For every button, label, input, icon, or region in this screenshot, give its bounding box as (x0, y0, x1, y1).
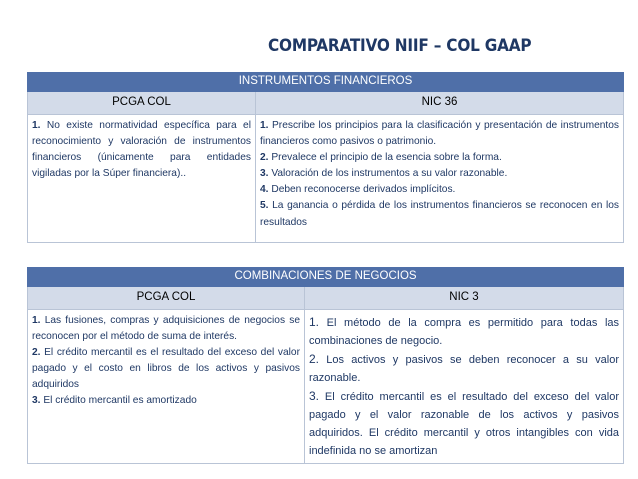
nic-cell (256, 115, 624, 243)
list-item: 2. Los activos y pasivos se deben reconocer a su valor razonable. (309, 352, 620, 384)
instrumentos-financieros-table (27, 72, 624, 243)
list-item: 4. Deben reconocerse derivados implícitos. (260, 184, 456, 196)
list-item: 1. No existe normatividad específica para el reconocimiento y valoración de instrumentos financieros (únicamente para entidades vigiladas por la Súper financiera).. (32, 120, 251, 180)
table-heading: INSTRUMENTOS FINANCIEROS (28, 73, 624, 92)
list-item: 3. El crédito mercantil es el resultado del exceso del valor pagado y el valor razonable de los activos y pasivos adquiridos. El crédito mercantil y otros intangibles con vida indefinida no se amortizan (309, 389, 620, 457)
combinaciones-de-negocios-table (27, 267, 624, 464)
list-item: 1. Prescribe los principios para la clasificación y presentación de instrumentos financieros como pasivos o patrimonio. (260, 120, 620, 148)
list-item: 3. Valoración de los instrumentos a su valor razonable. (260, 168, 508, 180)
column-header-pcga: PCGA COL (28, 92, 256, 115)
pcga-cell (28, 115, 256, 243)
list-item: 3. El crédito mercantil es amortizado (32, 395, 197, 407)
column-header-nic: NIC 3 (305, 287, 624, 310)
list-item: 1. El método de la compra es permitido para todas las combinaciones de negocio. (309, 315, 620, 347)
list-item: 1. Las fusiones, compras y adquisiciones de negocios se reconocen por el método de suma de interés. (32, 315, 300, 343)
list-item: 2. Prevalece el principio de la esencia sobre la forma. (260, 152, 502, 164)
nic-cell (305, 310, 624, 464)
table-heading: COMBINACIONES DE NEGOCIOS (28, 268, 624, 287)
list-item: 5. La ganancia o pérdida de los instrumentos financieros se reconocen en los resultados (260, 200, 620, 228)
column-header-nic: NIC 36 (256, 92, 624, 115)
pcga-cell (28, 310, 305, 464)
list-item: 2. El crédito mercantil es el resultado del exceso del valor pagado y el costo en libros de los activos y pasivos adquiridos (32, 347, 300, 391)
column-header-pcga: PCGA COL (28, 287, 305, 310)
page-title: COMPARATIVO NIIF – COL GAAP (268, 36, 532, 56)
